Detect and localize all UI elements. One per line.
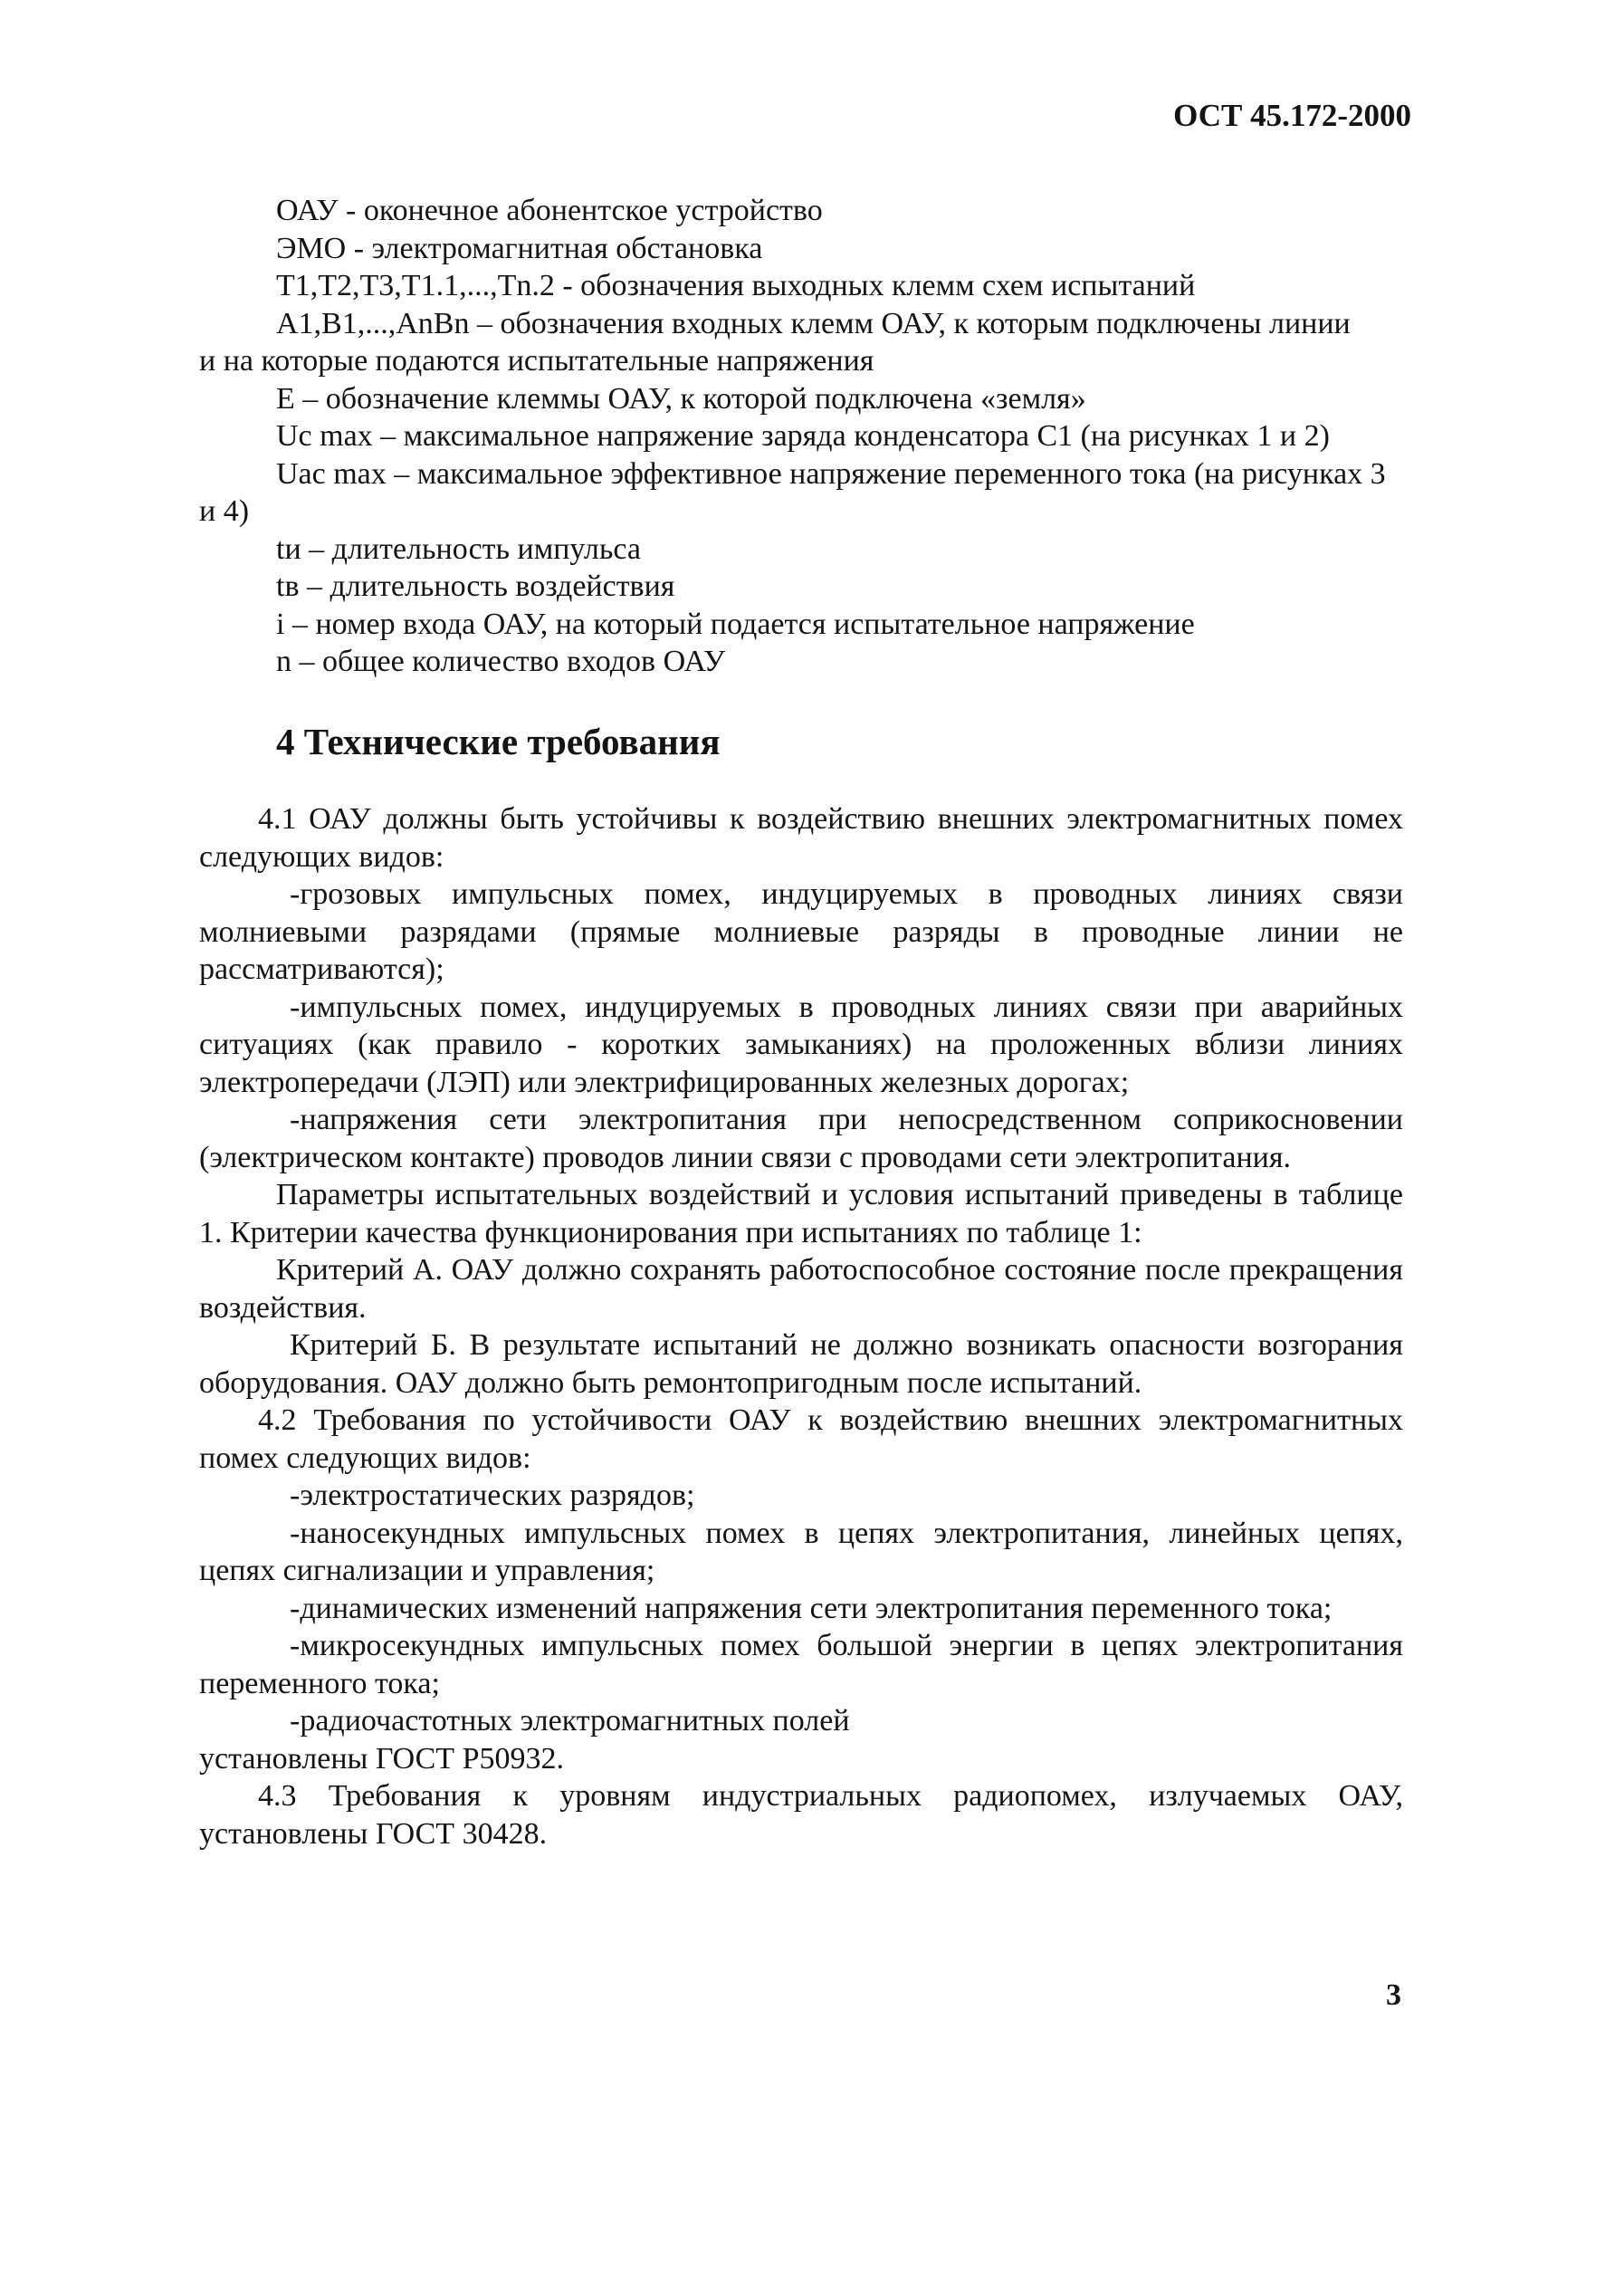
paragraph: 4.3 Требования к уровням индустриальных радиопомех, излучаемых ОАУ, установлены ГОСТ 30428.	[199, 1779, 1403, 1851]
abbreviation-item-continuation: и 4)	[199, 494, 250, 528]
paragraph: -электростатических разрядов;	[290, 1479, 695, 1512]
section-heading: 4 Технические требования	[276, 721, 721, 762]
paragraph: -микросекундных импульсных помех большой энергии в цепях электропитания переменного тока;	[199, 1629, 1403, 1700]
abbreviation-item: Uc max – максимальное напряжение заряда конденсатора С1 (на рисунках 1 и 2)	[276, 419, 1330, 453]
abbreviation-item: ОАУ - оконечное абонентское устройство	[276, 194, 823, 227]
paragraph: Параметры испытательных воздействий и условия испытаний приведены в таблице 1. Критерии качества функционирования при испытаниях по таблице 1:	[199, 1178, 1403, 1249]
paragraph: -радиочастотных электромагнитных полей	[290, 1704, 850, 1738]
paragraph: -динамических изменений напряжения сети электропитания переменного тока;	[290, 1591, 1333, 1625]
abbreviation-item-continuation: и на которые подаются испытательные напряжения	[199, 344, 874, 378]
abbreviation-item: А1,В1,...,АnВn – обозначения входных клемм ОАУ, к которым подключены линии	[276, 306, 1351, 340]
paragraph: -наносекундных импульсных помех в цепях электропитания, линейных цепях, цепях сигнализации и управления;	[199, 1516, 1403, 1587]
abbreviation-list	[199, 192, 1403, 681]
abbreviation-item: Е – обозначение клеммы ОАУ, к которой подключена «земля»	[276, 381, 1086, 416]
paragraph: -напряжения сети электропитания при непосредственном соприкосновении (электрическом контакте) проводов линии связи с проводами сети электропитания.	[199, 1103, 1403, 1174]
abbreviation-item: tв – длительность воздействия	[276, 570, 675, 603]
paragraph: 4.1 ОАУ должны быть устойчивы к воздействию внешних электромагнитных помех следующих видов:	[199, 802, 1403, 874]
abbreviation-item: Т1,Т2,Т3,Т1.1,...,Тn.2 - обозначения выходных клемм схем испытаний	[276, 269, 1196, 302]
paragraph: -импульсных помех, индуцируемых в проводных линиях связи при аварийных ситуациях (как правило - коротких замыканиях) на проложенных вблизи линиях электропередачи (ЛЭП) или электрифицированных железных дорогах;	[199, 990, 1403, 1099]
abbreviation-item: tи – длительность импульса	[276, 531, 642, 566]
page-number: 3	[1386, 1978, 1401, 2012]
abbreviation-item: Uac max – максимальное эффективное напряжение переменного тока (на рисунках 3	[276, 456, 1386, 491]
paragraph: Критерий Б. В результате испытаний не должно возникать опасности возгорания оборудования. ОАУ должно быть ремонтопригодным после испытаний.	[199, 1328, 1403, 1400]
document-code: ОСТ 45.172-2000	[1173, 98, 1411, 133]
paragraph: -грозовых импульсных помех, индуцируемых в проводных линиях связи молниевыми разрядами (прямые молниевые разряды в проводные линии не рассматриваются);	[199, 877, 1403, 986]
abbreviation-item: i – номер входа ОАУ, на который подается испытательное напряжение	[276, 607, 1195, 641]
paragraph: 4.2 Требования по устойчивости ОАУ к воздействию внешних электромагнитных помех следующих видов:	[199, 1403, 1403, 1475]
section-body	[199, 800, 1403, 1852]
paragraph: установлены ГОСТ Р50932.	[199, 1741, 564, 1776]
abbreviation-item: ЭМО - электромагнитная обстановка	[276, 231, 763, 265]
abbreviation-item: n – общее количество входов ОАУ	[276, 645, 726, 678]
paragraph: Критерий А. ОАУ должно сохранять работоспособное состояние после прекращения воздействия.	[199, 1253, 1403, 1325]
